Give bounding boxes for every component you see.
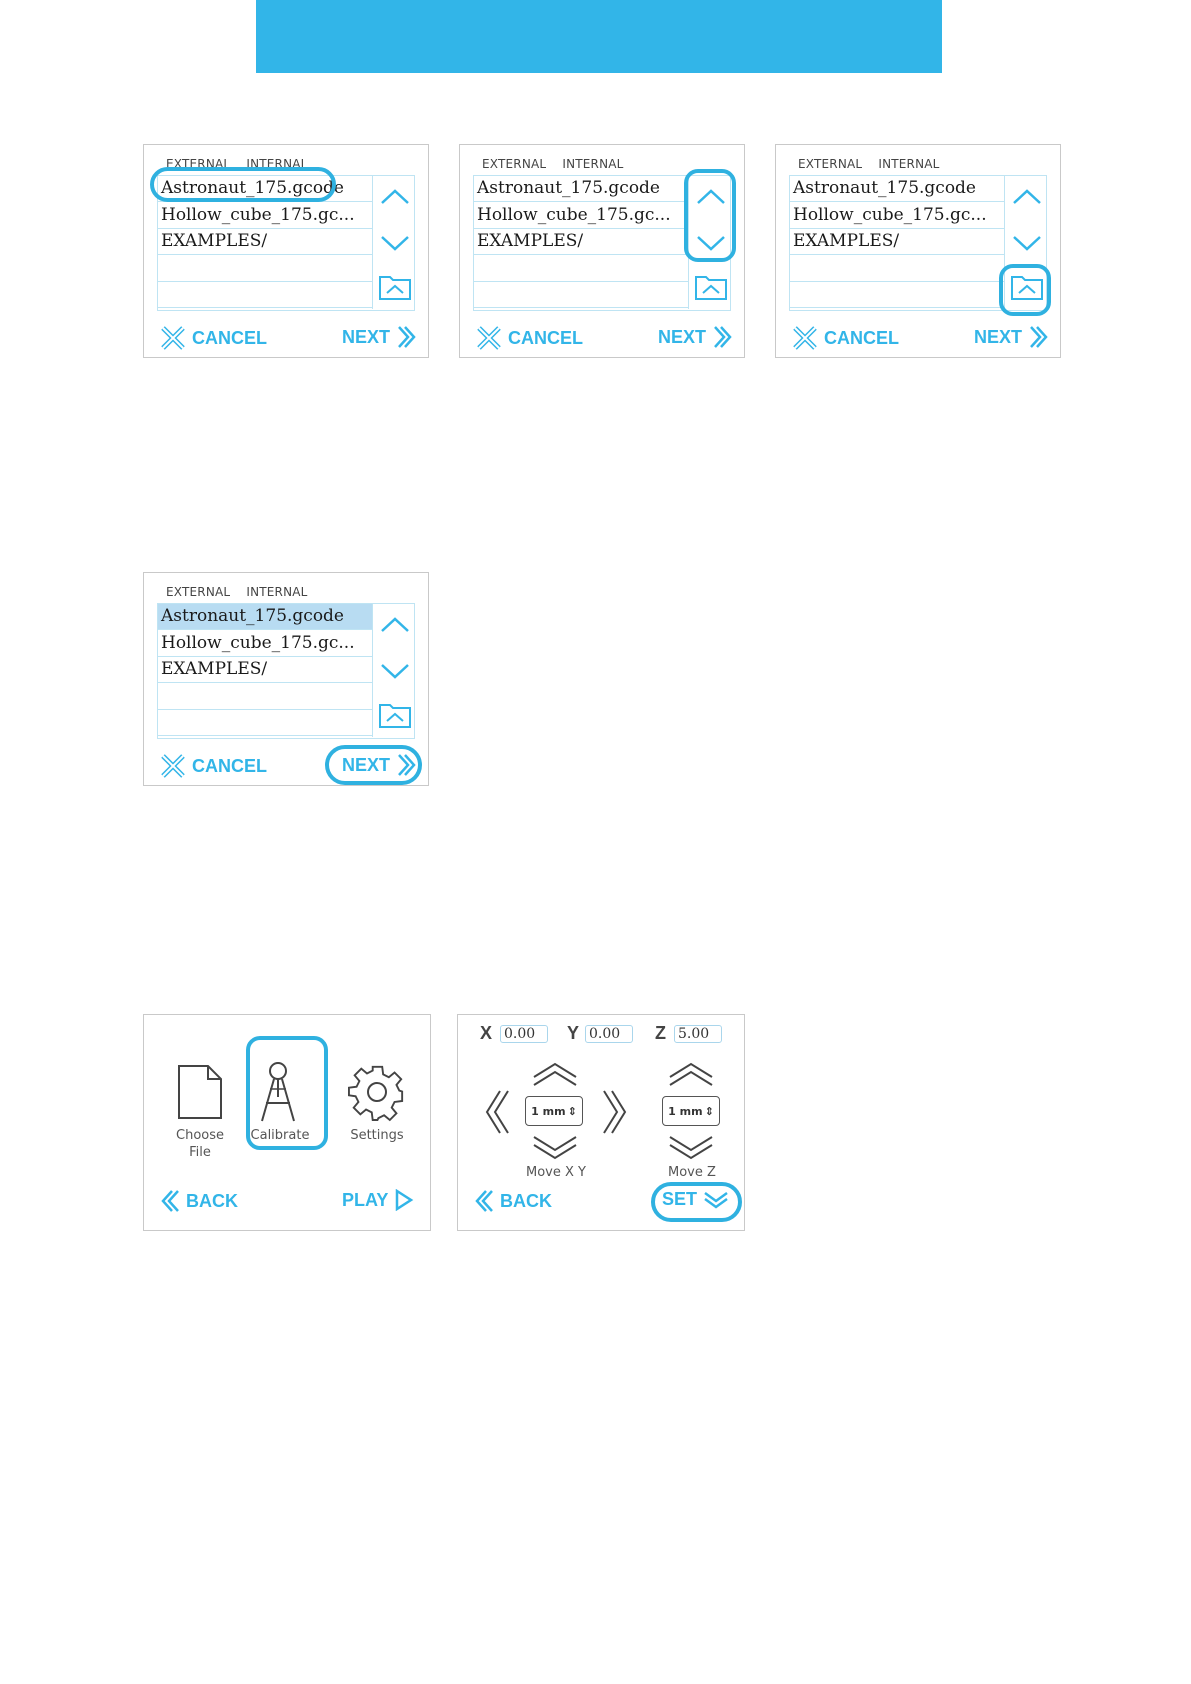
file-list-item[interactable] [790,282,1004,308]
x-value-field[interactable]: 0.00 [500,1025,548,1043]
close-icon [792,325,818,351]
calibrate-screen [457,1014,745,1231]
main-menu-screen [143,1014,431,1231]
next-button[interactable]: NEXT [342,753,416,777]
chevron-down-icon[interactable] [380,662,410,682]
back-button[interactable]: BACK [474,1189,552,1213]
file-browser-screen-3 [775,144,1061,358]
folder-up-icon[interactable] [378,273,412,301]
back-button[interactable]: BACK [160,1189,238,1213]
file-list-item[interactable]: EXAMPLES/ [158,229,372,255]
file-list-item[interactable] [158,282,372,308]
file-list-controls [372,176,415,309]
file-list-item[interactable]: Hollow_cube_175.gc... [158,631,372,657]
file-list-item[interactable] [158,710,372,736]
file-list-item[interactable]: Hollow_cube_175.gc... [158,203,372,229]
set-button[interactable]: SET [662,1189,729,1210]
z-step-select[interactable]: 1 mm ⇕ [662,1096,720,1126]
file-icon[interactable] [176,1063,224,1121]
file-list-item[interactable] [474,256,688,282]
chevron-up-icon[interactable] [668,1061,714,1087]
file-list [473,175,731,311]
file-list-item[interactable]: Astronaut_175.gcode [158,176,372,202]
play-button[interactable]: PLAY [342,1189,414,1211]
file-list-controls [1004,176,1047,309]
file-list-item[interactable]: Astronaut_175.gcode [474,176,688,202]
file-list-item[interactable]: EXAMPLES/ [158,657,372,683]
folder-up-icon[interactable] [1010,273,1044,301]
z-label: Z [655,1023,666,1043]
tab-external[interactable]: EXTERNAL [798,157,863,171]
close-icon [476,325,502,351]
chevron-down-icon[interactable] [668,1135,714,1161]
chevron-left-icon [160,1189,180,1213]
cancel-button[interactable]: CANCEL [160,325,267,351]
file-list-item[interactable]: Astronaut_175.gcode [790,176,1004,202]
file-list [789,175,1047,311]
chevron-right-icon [396,325,416,349]
close-icon [160,325,186,351]
y-value-field[interactable]: 0.00 [585,1025,633,1043]
y-label: Y [567,1023,580,1043]
file-list-item[interactable] [474,282,688,308]
updown-icon: ⇕ [567,1104,577,1118]
storage-tabs [798,157,956,171]
storage-tabs [166,585,324,599]
close-icon [160,753,186,779]
cancel-button[interactable]: CANCEL [160,753,267,779]
chevron-right-icon [712,325,732,349]
tab-internal[interactable]: INTERNAL [562,157,624,171]
play-icon [394,1189,414,1211]
file-list-item[interactable] [790,256,1004,282]
compass-icon[interactable] [256,1059,300,1125]
next-button[interactable]: NEXT [974,325,1048,349]
file-list-item[interactable]: Hollow_cube_175.gc... [474,203,688,229]
storage-tabs [482,157,640,171]
file-browser-screen-2 [459,144,745,358]
chevron-up-icon[interactable] [1012,186,1042,206]
file-list-item[interactable]: Astronaut_175.gcode [158,604,372,630]
tab-internal[interactable]: INTERNAL [246,157,308,171]
file-list [157,175,415,311]
updown-icon: ⇕ [704,1104,714,1118]
chevron-down-icon [703,1190,729,1210]
file-list-controls [372,604,415,737]
chevron-right-icon [1028,325,1048,349]
calibrate-label: Calibrate [250,1128,310,1143]
folder-up-icon[interactable] [694,273,728,301]
tab-external[interactable]: EXTERNAL [166,585,231,599]
cancel-button[interactable]: CANCEL [792,325,899,351]
chevron-down-icon[interactable] [696,234,726,254]
chevron-down-icon[interactable] [380,234,410,254]
folder-up-icon[interactable] [378,701,412,729]
move-xy-label: Move X Y [526,1165,586,1180]
z-value-field[interactable]: 5.00 [674,1025,722,1043]
storage-tabs [166,157,324,171]
chevron-up-icon[interactable] [380,614,410,634]
move-z-label: Move Z [668,1165,716,1180]
file-list [157,603,415,739]
file-list-item[interactable]: EXAMPLES/ [474,229,688,255]
chevron-up-icon[interactable] [380,186,410,206]
file-list-item[interactable] [158,684,372,710]
file-list-item[interactable]: EXAMPLES/ [790,229,1004,255]
chevron-down-icon[interactable] [1012,234,1042,254]
chevron-left-icon[interactable] [484,1089,512,1135]
chevron-up-icon[interactable] [532,1061,578,1087]
tab-external[interactable]: EXTERNAL [166,157,231,171]
file-browser-screen-4 [143,572,429,786]
file-list-item[interactable]: Hollow_cube_175.gc... [790,203,1004,229]
file-list-controls [688,176,731,309]
chevron-right-icon[interactable] [600,1089,628,1135]
chevron-right-icon [396,753,416,777]
gear-icon[interactable] [348,1063,408,1123]
xy-step-select[interactable]: 1 mm ⇕ [525,1096,583,1126]
tab-internal[interactable]: INTERNAL [246,585,308,599]
chevron-down-icon[interactable] [532,1135,578,1161]
tab-internal[interactable]: INTERNAL [878,157,940,171]
tab-external[interactable]: EXTERNAL [482,157,547,171]
next-button[interactable]: NEXT [342,325,416,349]
file-browser-screen-1 [143,144,429,358]
file-list-item[interactable] [158,256,372,282]
chevron-up-icon[interactable] [696,186,726,206]
settings-label: Settings [350,1128,404,1143]
x-label: X [480,1023,493,1043]
next-button[interactable]: NEXT [658,325,732,349]
chevron-left-icon [474,1189,494,1213]
choose-file-label: Choose File [176,1128,224,1160]
header-banner [256,0,942,73]
cancel-button[interactable]: CANCEL [476,325,583,351]
